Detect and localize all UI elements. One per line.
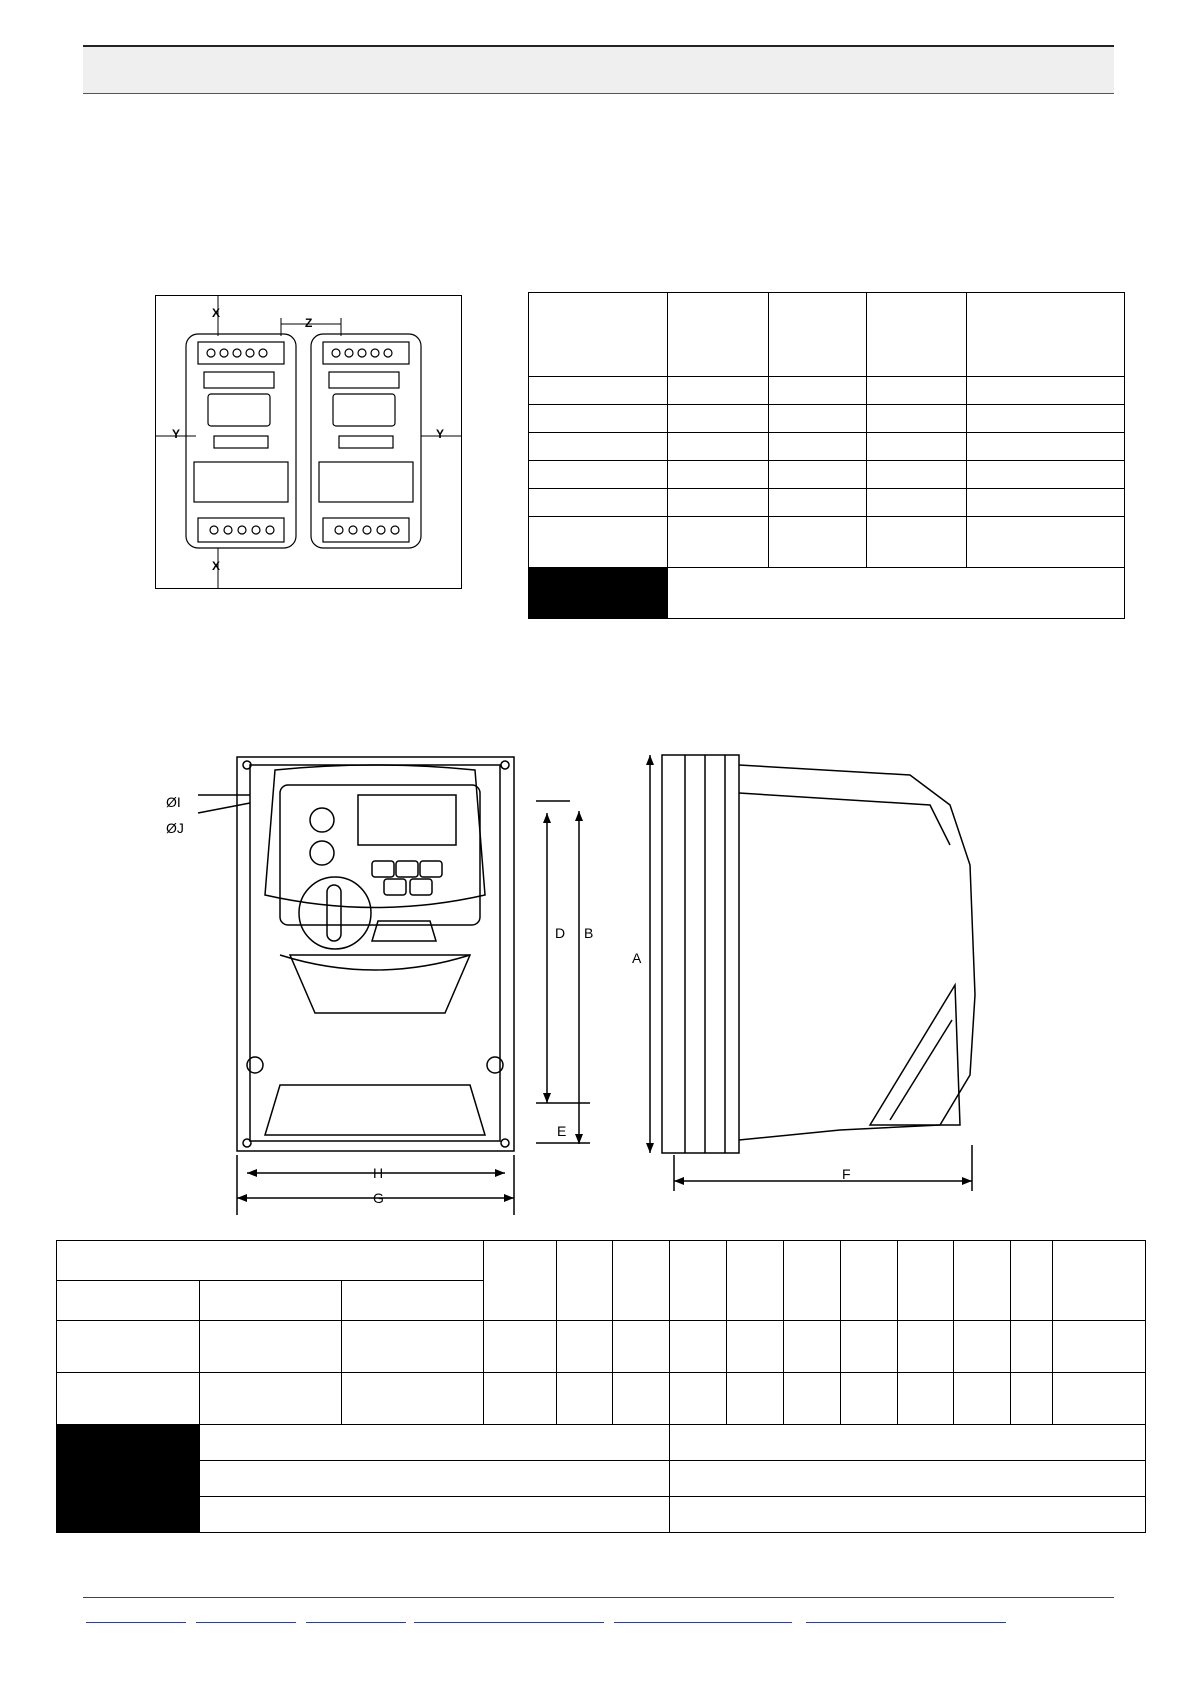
dimension-label-d: D	[555, 925, 566, 941]
table-row	[57, 1461, 1146, 1497]
footer-link-5[interactable]	[614, 1618, 792, 1623]
dimension-label-a: A	[632, 950, 642, 966]
footer-link-4[interactable]	[414, 1618, 604, 1623]
dimension-label-b: B	[584, 925, 594, 941]
clearance-drawing	[156, 296, 461, 588]
footer-link-6[interactable]	[806, 1618, 1006, 1623]
dimension-label-f: F	[842, 1166, 851, 1182]
table-row	[529, 405, 1125, 433]
table-row	[57, 1497, 1146, 1533]
dimension-label-g: G	[373, 1190, 384, 1206]
footer-divider	[83, 1597, 1114, 1598]
clearance-table	[528, 292, 1125, 619]
dimensions-table	[56, 1240, 1146, 1533]
table-row	[57, 1425, 1146, 1461]
dimension-drawing	[140, 745, 1020, 1225]
note-header-cell	[57, 1425, 200, 1533]
clearance-label-x-top: X	[212, 306, 221, 320]
footer-link-3[interactable]	[306, 1618, 406, 1623]
table-row	[57, 1373, 1146, 1425]
drive-outline-left	[186, 334, 296, 548]
dimension-label-e: E	[557, 1123, 567, 1139]
dimension-label-i: ØI	[166, 794, 181, 810]
table-row	[529, 461, 1125, 489]
table-row	[529, 293, 1125, 377]
clearance-label-y-left: Y	[172, 427, 181, 441]
table-row	[529, 377, 1125, 405]
footer-link-2[interactable]	[196, 1618, 296, 1623]
side-view-outline	[662, 755, 739, 1153]
clearance-label-y-right: Y	[436, 427, 445, 441]
drive-outline-right	[311, 334, 421, 548]
clearance-label-x-bottom: X	[212, 559, 221, 573]
page-header-bar	[83, 45, 1114, 94]
clearance-diagram	[155, 295, 462, 589]
table-row	[529, 489, 1125, 517]
table-row	[529, 568, 1125, 619]
table-row	[529, 517, 1125, 568]
footer-link-1[interactable]	[86, 1618, 186, 1623]
table-row	[529, 433, 1125, 461]
clearance-label-z: Z	[305, 316, 313, 330]
table-row	[57, 1321, 1146, 1373]
note-header-cell	[529, 568, 668, 619]
dimension-label-j: ØJ	[166, 820, 184, 836]
dimension-label-h: H	[373, 1165, 384, 1181]
table-row	[57, 1241, 1146, 1281]
